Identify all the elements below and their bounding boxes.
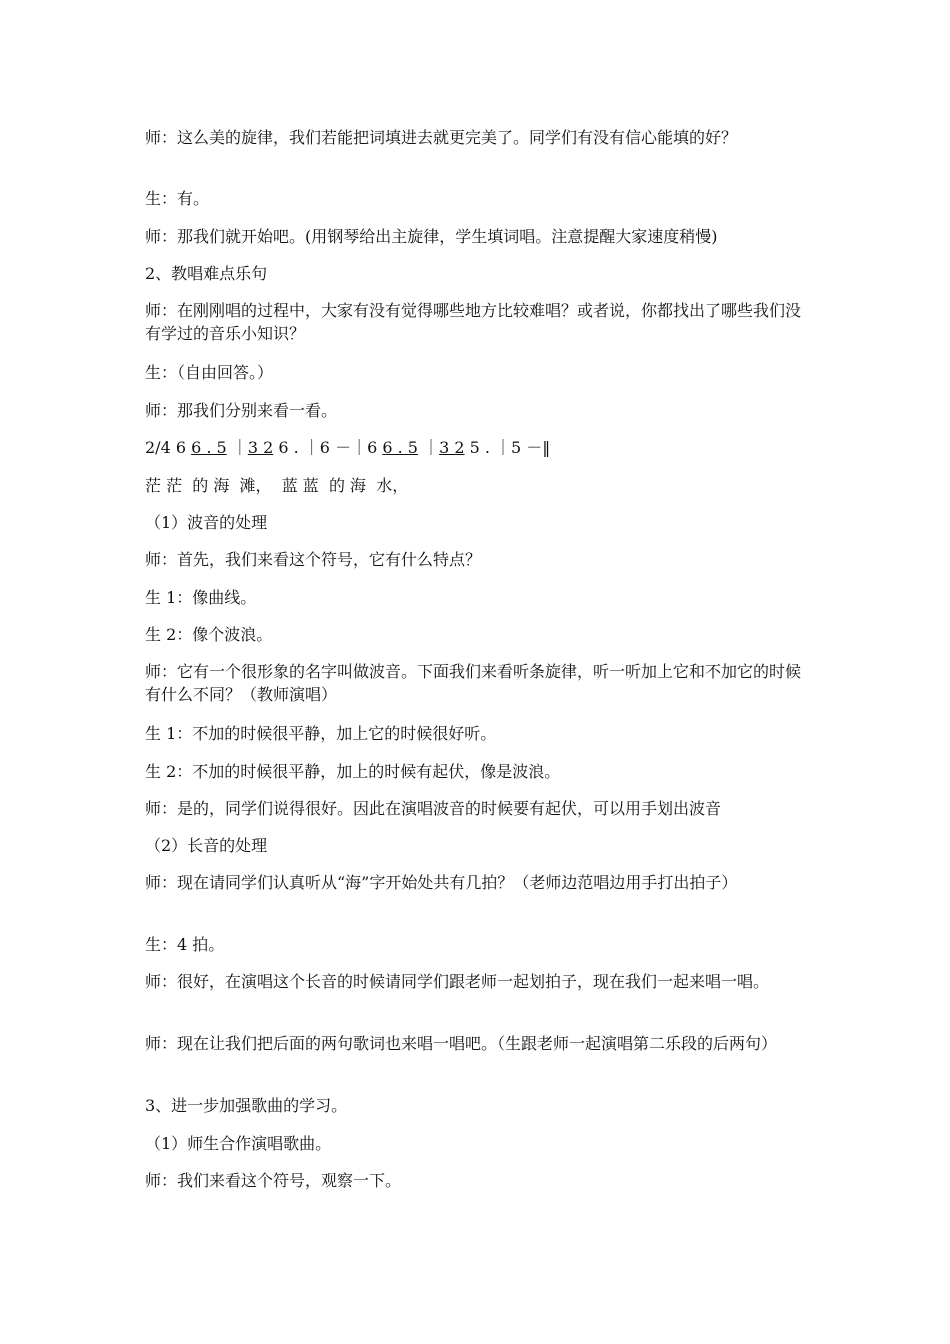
subheading-mordent: （1）波音的处理 bbox=[145, 513, 268, 532]
paragraph-student1-curve: 生 1：像曲线。 bbox=[145, 588, 257, 607]
paragraph-teacher-beats: 师：现在请同学们认真听从“海”字开始处共有几拍？（老师边范唱边用手打出拍子） bbox=[145, 873, 738, 892]
paragraph-teacher-good: 师：是的，同学们说得很好。因此在演唱波音的时候要有起伏，可以用手划出波音 bbox=[145, 799, 722, 818]
subheading-cooperative-singing: （1）师生合作演唱歌曲。 bbox=[145, 1134, 332, 1153]
time-signature: 2/4 bbox=[145, 438, 171, 457]
section-heading-difficult-phrases: 2、教唱难点乐句 bbox=[145, 264, 268, 283]
lyrics-line: 茫 茫 的 海 滩， 蓝 蓝 的 海 水， bbox=[145, 476, 409, 495]
notation-segment-underlined: 3 2 bbox=[439, 438, 465, 457]
paragraph-student2-calm: 生 2：不加的时候很平静，加上的时候有起伏，像是波浪。 bbox=[145, 762, 561, 781]
paragraph-teacher-long-note: 师：很好，在演唱这个长音的时候请同学们跟老师一起划拍子，现在我们一起来唱一唱。 bbox=[145, 972, 770, 991]
paragraph-student-yes: 生：有。 bbox=[145, 189, 210, 208]
paragraph-teacher-look: 师：那我们分别来看一看。 bbox=[145, 401, 338, 420]
paragraph-student-four-beats: 生：4 拍。 bbox=[145, 935, 225, 954]
paragraph-teacher-melody: 师：这么美的旋律，我们若能把词填进去就更完美了。同学们有没有信心能填的好？ bbox=[145, 128, 738, 147]
notation-segment-underlined: 6 . 5 bbox=[191, 438, 227, 457]
paragraph-teacher-question: 师：在刚刚唱的过程中，大家有没有觉得哪些地方比较难唱？或者说，你都找出了哪些我们没有学过的音乐小知识？ bbox=[145, 301, 802, 343]
notation-segment-underlined: 6 . 5 bbox=[382, 438, 418, 457]
notation-segment: ｜ bbox=[417, 438, 440, 457]
notation-segment: 6 . ｜6 －｜6 bbox=[273, 438, 383, 457]
paragraph-student2-wave: 生 2：像个波浪。 bbox=[145, 625, 273, 644]
paragraph-student-free-answer: 生：（自由回答。） bbox=[145, 363, 274, 382]
paragraph-teacher-last-lines: 师：现在让我们把后面的两句歌词也来唱一唱吧。（生跟老师一起演唱第二乐段的后两句） bbox=[145, 1034, 778, 1053]
notation-segment-underlined: 3 2 bbox=[247, 438, 274, 457]
music-notation-line bbox=[145, 436, 810, 459]
paragraph-teacher-observe: 师：我们来看这个符号，观察一下。 bbox=[145, 1171, 402, 1190]
subheading-long-note: （2）长音的处理 bbox=[145, 836, 268, 855]
section-heading-further-study: 3、进一步加强歌曲的学习。 bbox=[145, 1096, 348, 1115]
paragraph-teacher-mordent-name: 师：它有一个很形象的名字叫做波音。下面我们来看听条旋律，听一听加上它和不加它的时候有什么不同？（教师演唱） bbox=[145, 662, 802, 704]
paragraph-teacher-symbol: 师：首先，我们来看这个符号，它有什么特点？ bbox=[145, 550, 482, 569]
notation-segment: ｜ bbox=[226, 438, 248, 457]
notation-segment: 6 bbox=[170, 438, 192, 457]
notation-segment: 5 . ｜5 －‖ bbox=[464, 438, 551, 457]
paragraph-student1-calm: 生 1：不加的时候很平静，加上它的时候很好听。 bbox=[145, 724, 497, 743]
paragraph-teacher-start: 师：那我们就开始吧。(用钢琴给出主旋律，学生填词唱。注意提醒大家速度稍慢) bbox=[145, 227, 718, 246]
